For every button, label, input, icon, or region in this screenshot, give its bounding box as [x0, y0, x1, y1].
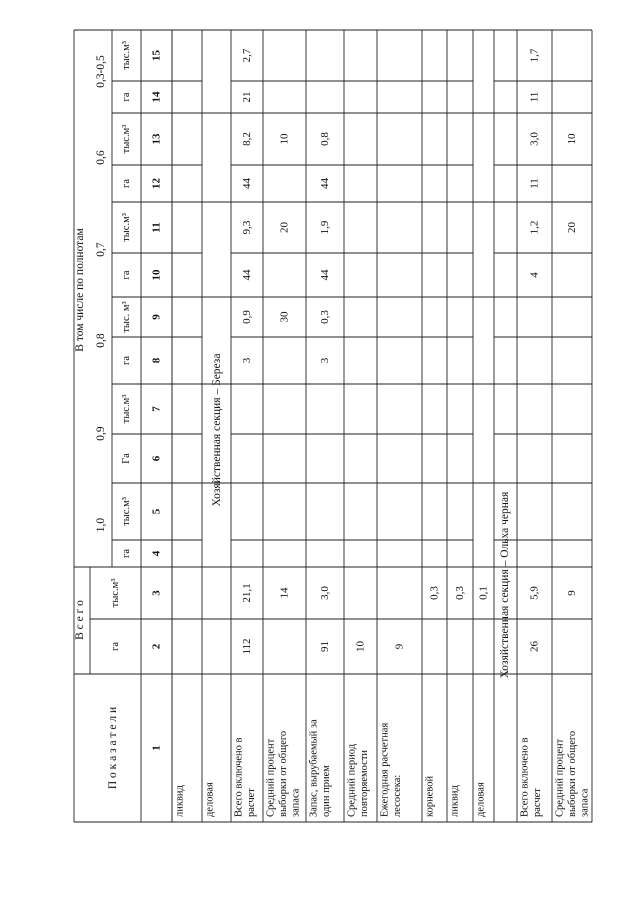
row-label	[449, 784, 460, 817]
row-label	[475, 782, 486, 817]
row-label-line: Всего включено в	[519, 737, 531, 817]
cell-value: 26	[528, 641, 541, 652]
column-number: 2	[150, 643, 163, 650]
unit-caption: га	[121, 356, 132, 365]
cell-value: 8,2	[241, 132, 253, 146]
unit-caption: Га	[121, 453, 132, 464]
column-number: 15	[150, 50, 163, 61]
cell-value: 21,1	[241, 583, 253, 603]
unit-caption: га	[121, 549, 132, 558]
row-label	[346, 743, 370, 817]
row-label-line: ликвид	[449, 785, 461, 817]
column-number: 10	[150, 269, 163, 281]
cell-value: 44	[241, 178, 253, 189]
column-number: 8	[150, 357, 163, 364]
cell-value: 10	[566, 133, 578, 145]
row-label-line: выборки от общего	[277, 730, 289, 817]
cell-value: 9	[566, 590, 578, 596]
cell-value: 20	[278, 222, 291, 233]
row-label-line: расчет	[531, 788, 543, 817]
row-label-line: деловая	[204, 782, 216, 817]
column-number: 9	[150, 314, 163, 320]
row-label-line: деловая	[475, 782, 487, 817]
cell-value: 91	[319, 641, 331, 652]
column-number: 14	[150, 91, 163, 103]
header-indicators: П о к а з а т е л и	[107, 706, 119, 790]
column-number: 4	[150, 550, 163, 557]
header-total: В с е г о	[74, 600, 86, 640]
cell-value: 11	[528, 91, 541, 103]
row-label-line: Ежегодная расчетная	[379, 722, 391, 817]
section-title-birch: Хозяйственная секция – Береза	[211, 353, 223, 507]
column-number: 1	[150, 745, 163, 751]
cell-value: 0,3	[319, 310, 331, 324]
unit-caption: тыс.м³	[121, 41, 132, 70]
column-number: 12	[150, 178, 163, 189]
row-label-line: лесосека:	[391, 774, 403, 817]
row-label	[424, 776, 435, 817]
row-label-line: запаса	[579, 788, 591, 817]
density-08: 0,8	[95, 333, 107, 348]
row-label	[379, 723, 403, 817]
row-label-line: расчет	[245, 788, 257, 817]
row-label	[308, 719, 332, 817]
row-label-line: выборки от общего	[566, 730, 578, 817]
section-title-alder: Хозяйственная секция – Ольха черная	[499, 491, 511, 679]
row-label	[233, 737, 257, 817]
density-0305: 0,3-0,5	[95, 55, 107, 88]
row-label-line: запаса	[290, 788, 302, 817]
column-number: 13	[150, 133, 163, 145]
row-label-line: Средний процент	[554, 738, 566, 817]
unit-caption: тыс.м³	[121, 124, 132, 154]
cell-value: 44	[319, 178, 331, 189]
cell-value: 10	[354, 641, 367, 652]
cell-value: 3	[241, 357, 253, 364]
cell-value: 1,2	[528, 220, 541, 235]
cell-value: 14	[278, 587, 291, 599]
cell-value: 0,1	[477, 586, 490, 600]
density-09: 0,9	[95, 426, 107, 441]
column-number: 7	[150, 406, 163, 412]
unit-caption: га	[121, 92, 132, 102]
row-label-line: Всего включено в	[233, 737, 245, 817]
unit-caption: тыс.м³	[121, 497, 132, 526]
row-label-line: повторяемости	[358, 749, 370, 817]
cell-value: 11	[528, 178, 541, 189]
cell-value: 2,7	[241, 48, 253, 63]
unit-caption: га	[121, 270, 132, 280]
row-label	[519, 737, 543, 817]
row-label-line: ликвид	[174, 785, 186, 817]
cell-value: 0,3	[428, 586, 441, 600]
cell-value: 3,0	[319, 586, 331, 600]
cell-value: 10	[278, 133, 291, 145]
cell-value: 3	[319, 357, 331, 364]
cell-value: 1,7	[528, 48, 541, 63]
unit-caption: га	[110, 642, 121, 651]
cell-value: 112	[241, 638, 253, 655]
row-label-line: Средний процент	[265, 738, 277, 817]
header-by-density: В том числе по полнотам	[74, 228, 86, 352]
unit-caption: тыс.м³	[121, 394, 132, 424]
cell-value: 9	[393, 643, 406, 650]
column-number: 11	[150, 222, 163, 233]
cell-value: 21	[241, 91, 253, 103]
unit-caption: тыс.м³	[121, 213, 132, 242]
column-number: 5	[150, 508, 163, 515]
cell-value: 0,3	[454, 586, 466, 600]
row-label-line: один прием	[320, 765, 332, 817]
cell-value: 44	[319, 269, 331, 281]
unit-caption: га	[121, 179, 132, 188]
unit-caption: тыс.м³	[110, 578, 121, 608]
cell-value: 0,9	[241, 310, 253, 324]
column-number: 3	[150, 590, 163, 596]
row-label	[554, 731, 590, 817]
row-label-line: корневой	[424, 775, 436, 817]
density-07: 0,7	[95, 242, 107, 257]
cell-value: 5,9	[528, 586, 541, 600]
density-06: 0,6	[95, 150, 107, 165]
cell-value: 9,3	[241, 220, 253, 235]
row-label	[204, 782, 215, 817]
row-label	[174, 784, 185, 817]
cell-value: 0,8	[319, 132, 331, 146]
row-label	[265, 731, 301, 817]
cell-value: 1,9	[319, 220, 331, 235]
column-number: 6	[150, 455, 163, 462]
row-label-line: Средний период	[346, 743, 358, 817]
density-10: 1,0	[95, 517, 107, 533]
cell-value: 3,0	[528, 132, 541, 146]
cell-value: 30	[278, 311, 291, 323]
row-label-line: Запас, вырубаемый за	[308, 719, 320, 817]
cell-value: 44	[241, 269, 253, 281]
cell-value: 4	[528, 272, 541, 278]
unit-caption: тыс. м³	[121, 301, 132, 333]
cell-value: 20	[566, 222, 578, 233]
